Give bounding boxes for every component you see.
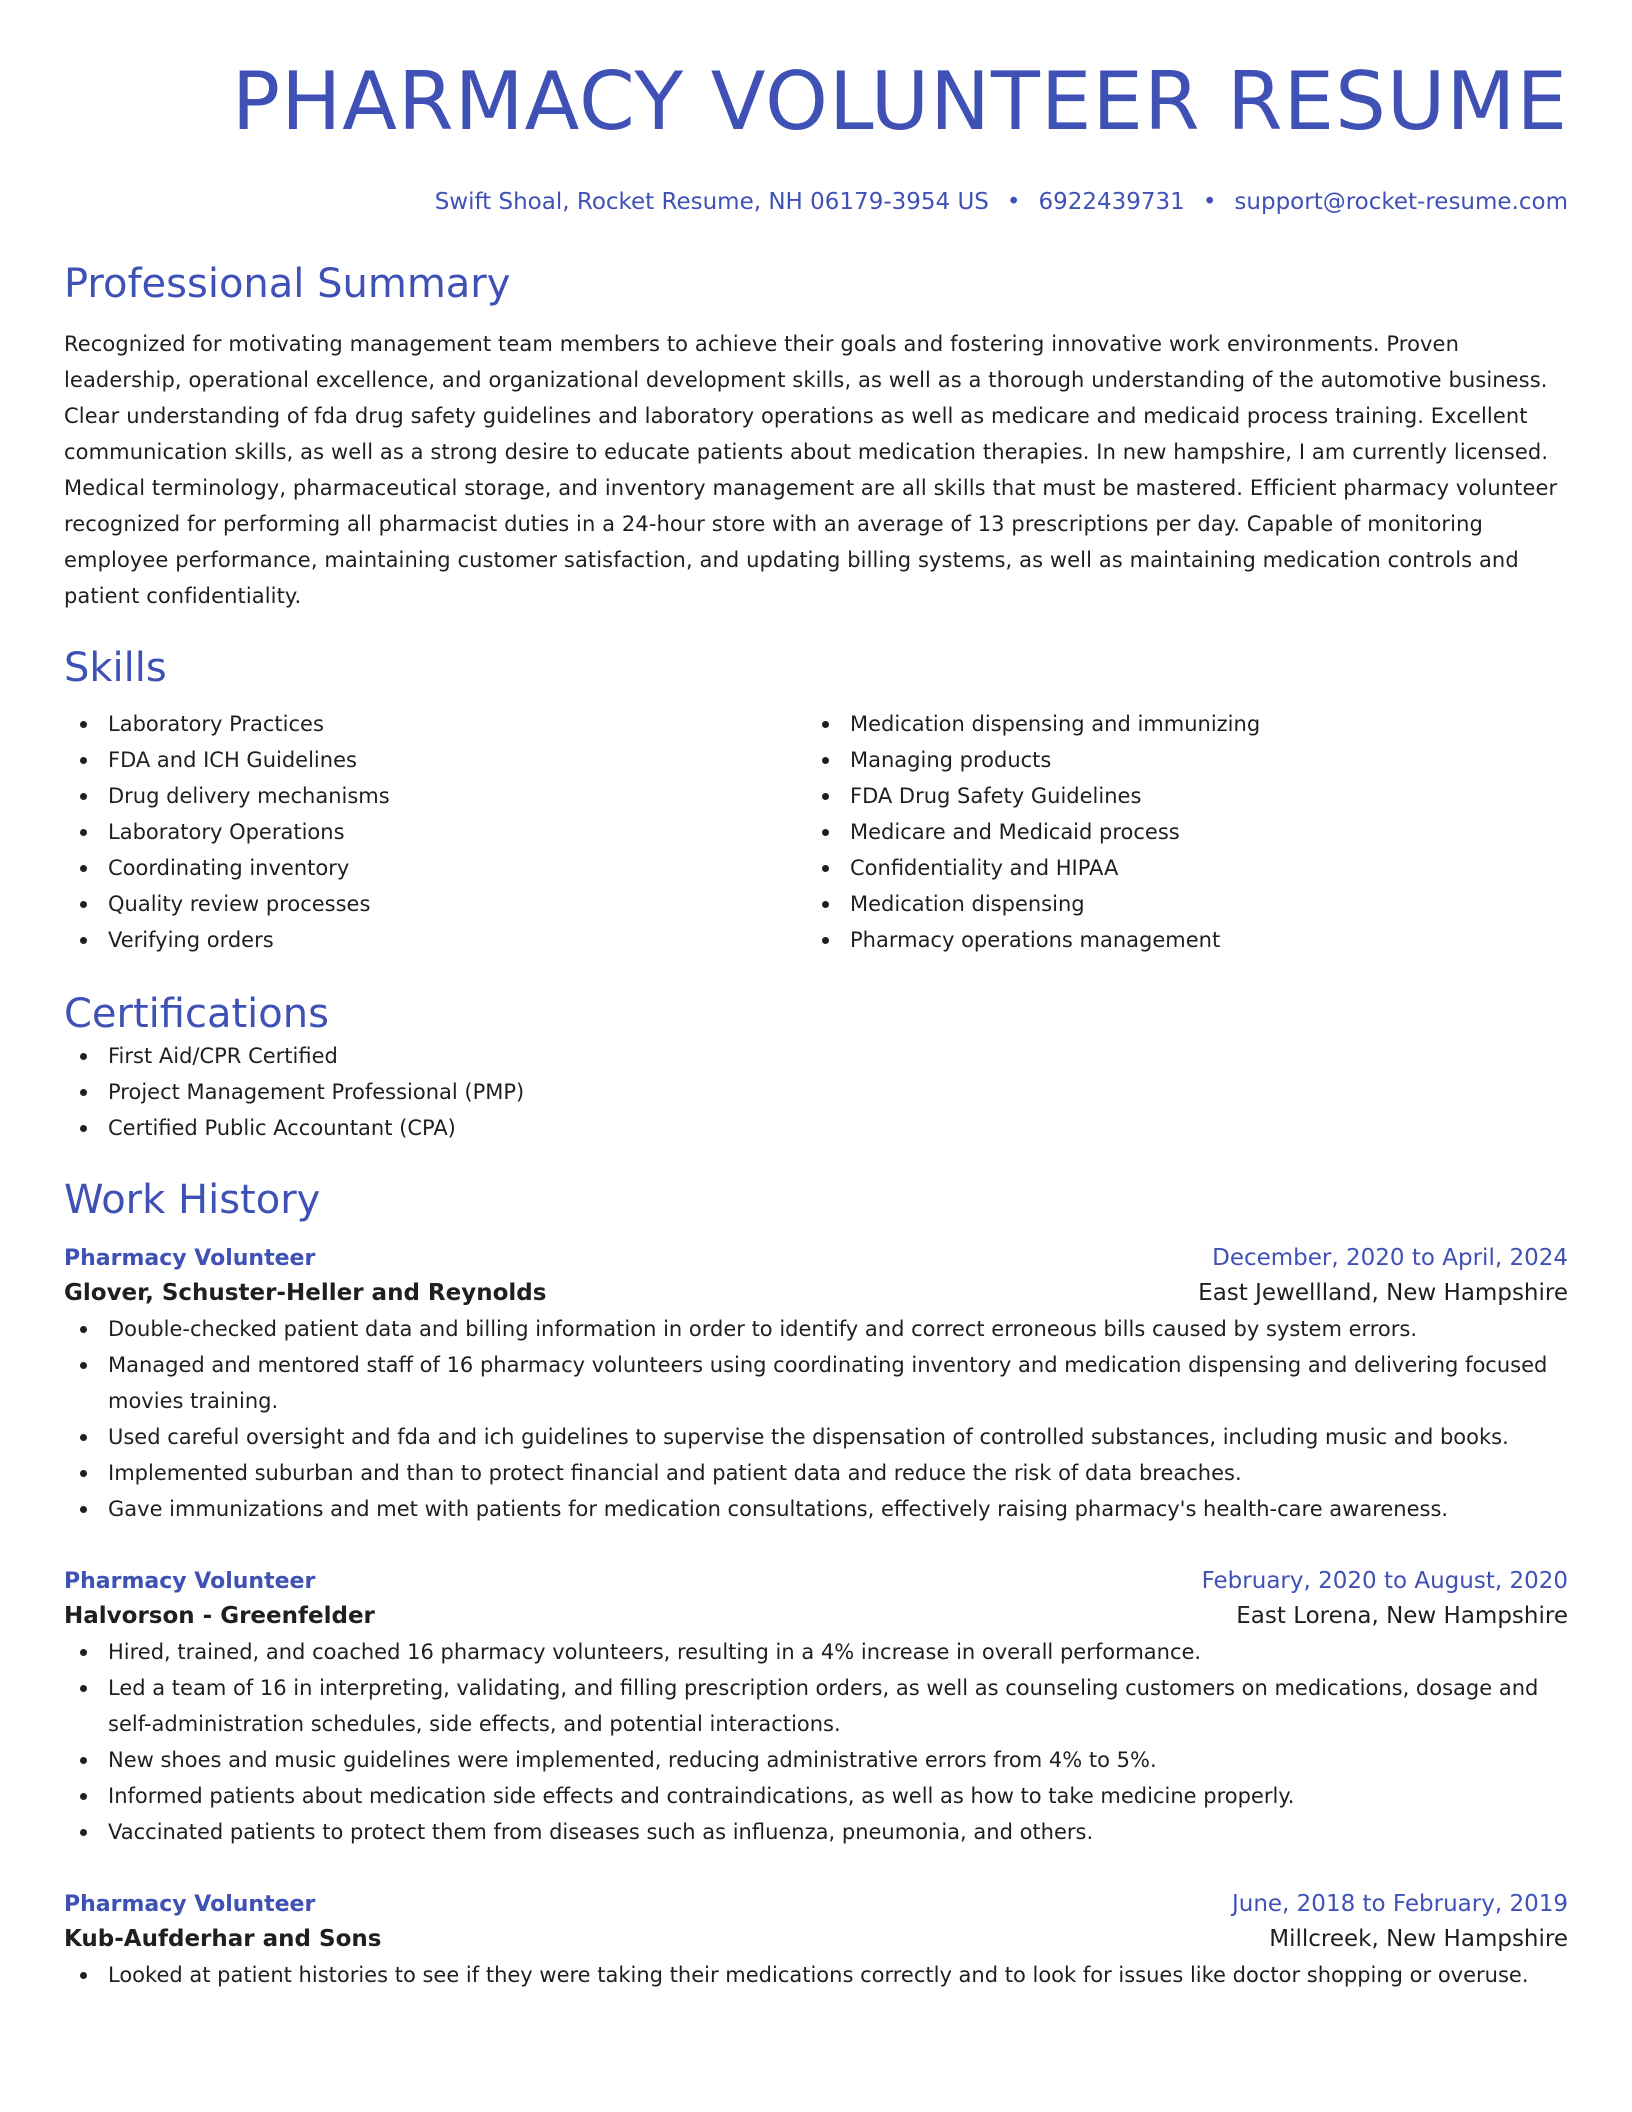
job-duty: Double-checked patient data and billing information in order to identify and correct erroneous bills caused by system errors. xyxy=(64,1311,1568,1347)
job-duties-list xyxy=(64,1634,1568,1850)
job-employer-row xyxy=(64,1275,1568,1311)
skill-item: Coordinating inventory xyxy=(64,850,806,886)
certifications-heading: Certifications xyxy=(64,991,329,1037)
skills-grid xyxy=(64,706,1568,958)
job-location: East Jewellland, New Hampshire xyxy=(1198,1280,1568,1306)
contact-separator: • xyxy=(1202,189,1217,215)
skill-item: Medicare and Medicaid process xyxy=(806,814,1568,850)
summary-text: Recognized for motivating management team members to achieve their goals and fostering innovative work environments. Proven leadership, operational excellence, and organizational development skills, as well as a thorough understanding of the automotive business. Clear understanding of fda drug safety guidelines and laboratory operations as well as medicare and medicaid process training. Excellent communication skills, as well as a strong desire to educate patients about medication therapies. In new hampshire, I am currently licensed. Medical terminology, pharmaceutical storage, and inventory management are all skills that must be mastered. Efficient pharmacy volunteer recognized for performing all pharmacist duties in a 24-hour store with an average of 13 prescriptions per day. Capable of monitoring employee performance, maintaining customer satisfaction, and updating billing systems, as well as maintaining medication controls and patient confidentiality. xyxy=(64,332,1558,608)
contact-phone: 6922439731 xyxy=(1038,189,1185,215)
job-dates: February, 2020 to August, 2020 xyxy=(1201,1568,1568,1594)
certification-item: Certified Public Accountant (CPA) xyxy=(64,1110,1568,1146)
certifications-section xyxy=(64,990,1568,1146)
job-duty: New shoes and music guidelines were implemented, reducing administrative errors from 4% to 5%. xyxy=(64,1742,1568,1778)
skills-heading: Skills xyxy=(64,645,167,691)
resume-title: PHARMACY VOLUNTEER RESUME xyxy=(231,55,1568,148)
skill-item: Laboratory Operations xyxy=(64,814,806,850)
job-company: Glover, Schuster-Heller and Reynolds xyxy=(64,1280,547,1306)
summary-heading: Professional Summary xyxy=(64,261,511,307)
summary-section xyxy=(64,260,1568,614)
job-entry xyxy=(64,1242,1568,1527)
job-header-row xyxy=(64,1888,1568,1921)
job-dates: December, 2020 to April, 2024 xyxy=(1212,1245,1568,1271)
certification-item: Project Management Professional (PMP) xyxy=(64,1074,1568,1110)
work-history-heading: Work History xyxy=(64,1177,321,1223)
skill-item: Medication dispensing xyxy=(806,886,1568,922)
certification-item: First Aid/CPR Certified xyxy=(64,1038,1568,1074)
job-company: Halvorson - Greenfelder xyxy=(64,1603,375,1629)
job-employer-row xyxy=(64,1598,1568,1634)
job-duty: Looked at patient histories to see if they were taking their medications correctly and to look for issues like doctor shopping or overuse. xyxy=(64,1957,1568,1993)
skill-item: FDA Drug Safety Guidelines xyxy=(806,778,1568,814)
skill-item: Managing products xyxy=(806,742,1568,778)
skills-list-right xyxy=(806,706,1568,958)
skill-item: Drug delivery mechanisms xyxy=(64,778,806,814)
job-duty: Used careful oversight and fda and ich guidelines to supervise the dispensation of controlled substances, including music and books. xyxy=(64,1419,1568,1455)
job-dates: June, 2018 to February, 2019 xyxy=(1231,1891,1568,1917)
job-header-row xyxy=(64,1565,1568,1598)
skill-item: Pharmacy operations management xyxy=(806,922,1568,958)
skill-item: Quality review processes xyxy=(64,886,806,922)
certifications-list xyxy=(64,1038,1568,1146)
job-duty: Led a team of 16 in interpreting, validating, and filling prescription orders, as well as counseling customers on medications, dosage and self-administration schedules, side effects, and potential interactions. xyxy=(64,1670,1568,1742)
skills-list-left xyxy=(64,706,806,958)
job-duties-list xyxy=(64,1311,1568,1527)
job-entry xyxy=(64,1888,1568,1993)
skill-item: Confidentiality and HIPAA xyxy=(806,850,1568,886)
job-header-row xyxy=(64,1242,1568,1275)
contact-line xyxy=(64,186,1568,218)
job-duty: Hired, trained, and coached 16 pharmacy volunteers, resulting in a 4% increase in overall performance. xyxy=(64,1634,1568,1670)
skill-item: FDA and ICH Guidelines xyxy=(64,742,806,778)
job-entry xyxy=(64,1565,1568,1850)
job-duty: Vaccinated patients to protect them from diseases such as influenza, pneumonia, and others. xyxy=(64,1814,1568,1850)
skill-item: Medication dispensing and immunizing xyxy=(806,706,1568,742)
job-duty: Managed and mentored staff of 16 pharmacy volunteers using coordinating inventory and medication dispensing and delivering focused movies training. xyxy=(64,1347,1568,1419)
job-company: Kub-Aufderhar and Sons xyxy=(64,1926,382,1952)
job-title: Pharmacy Volunteer xyxy=(64,1246,316,1271)
job-location: Millcreek, New Hampshire xyxy=(1269,1926,1568,1952)
skill-item: Verifying orders xyxy=(64,922,806,958)
contact-email[interactable]: support@rocket-resume.com xyxy=(1234,189,1568,215)
job-duty: Implemented suburban and than to protect financial and patient data and reduce the risk of data breaches. xyxy=(64,1455,1568,1491)
job-title: Pharmacy Volunteer xyxy=(64,1569,316,1594)
job-location: East Lorena, New Hampshire xyxy=(1236,1603,1568,1629)
job-title: Pharmacy Volunteer xyxy=(64,1892,316,1917)
skills-section xyxy=(64,644,1568,958)
skill-item: Laboratory Practices xyxy=(64,706,806,742)
work-history-section xyxy=(64,1176,1568,1993)
job-duties-list xyxy=(64,1957,1568,1993)
contact-address: Swift Shoal, Rocket Resume, NH 06179-3954 US xyxy=(434,189,989,215)
job-employer-row xyxy=(64,1921,1568,1957)
job-duty: Informed patients about medication side effects and contraindications, as well as how to take medicine properly. xyxy=(64,1778,1568,1814)
job-duty: Gave immunizations and met with patients for medication consultations, effectively raising pharmacy's health-care awareness. xyxy=(64,1491,1568,1527)
contact-separator: • xyxy=(1006,189,1021,215)
